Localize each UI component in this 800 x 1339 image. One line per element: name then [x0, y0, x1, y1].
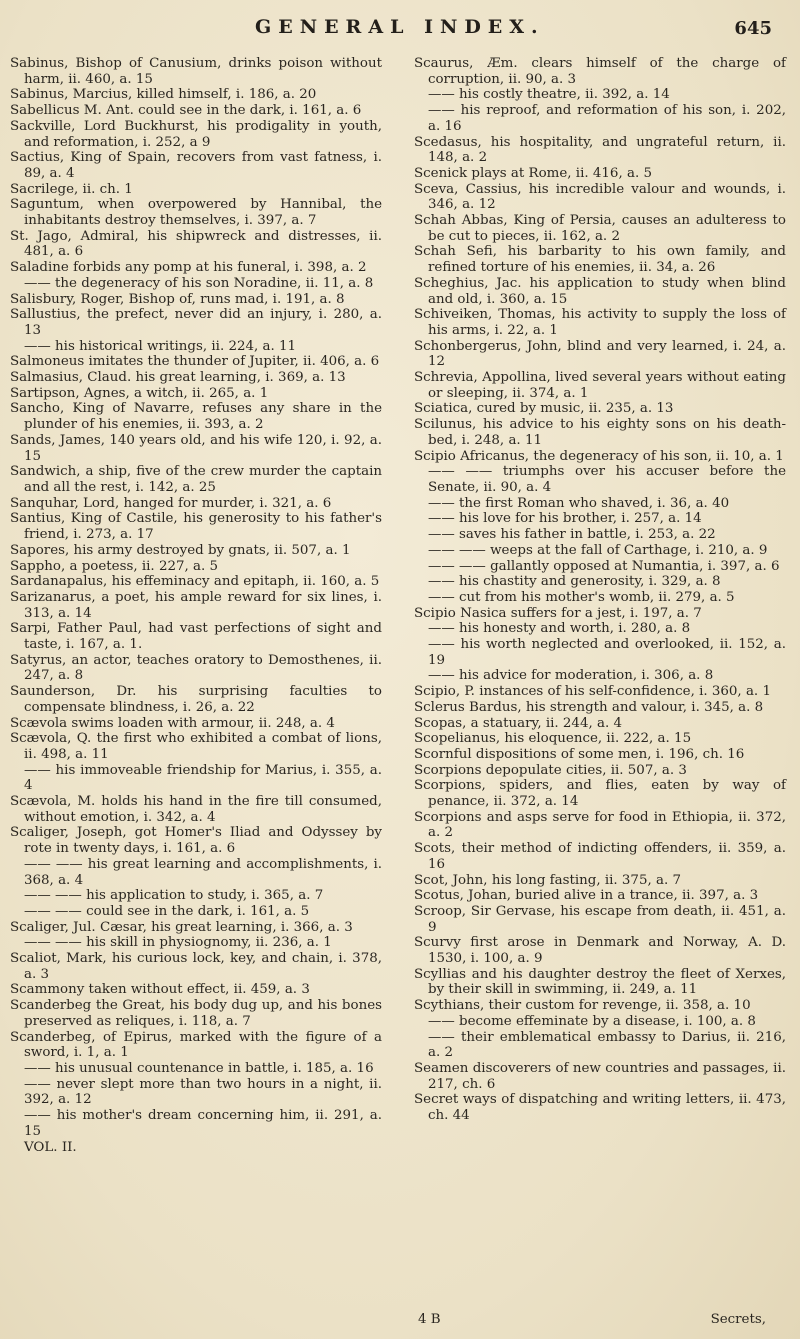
index-subentry: —— —— his skill in physiognomy, ii. 236, a. 1	[24, 935, 332, 951]
index-entry: Sabinus, Marcius, killed himself, i. 186, a. 20	[10, 87, 317, 103]
right-index-column	[414, 56, 786, 1124]
index-subentry: —— the first Roman who shaved, i. 36, a. 40	[428, 495, 730, 511]
index-entry: Sanquhar, Lord, hanged for murder, i. 321, a. 6	[10, 495, 332, 511]
index-entry: Scævola, M. holds his hand in the fire till consumed, without emotion, i. 342, a. 4	[10, 794, 382, 825]
index-entry: Sancho, King of Navarre, refuses any share in the plunder of his enemies, ii. 393, a. 2	[10, 401, 382, 433]
index-entry: Scævola, Q. the first who exhibited a combat of lions, ii. 498, a. 11	[10, 731, 382, 762]
index-entry: Scaliger, Joseph, got Homer's Iliad and Odyssey by rote in twenty days, i. 161, a. 6	[10, 825, 382, 857]
index-entry: Sands, James, 140 years old, and his wife 120, i. 92, a. 15	[10, 432, 382, 464]
index-entry: Sallustius, the prefect, never did an injury, i. 280, a. 13	[10, 307, 382, 338]
index-subentry: —— his worth neglected and overlooked, ii. 152, a. 19	[428, 637, 786, 668]
index-subentry: —— —— could see in the dark, i. 161, a. 5	[24, 903, 310, 919]
index-subentry: —— his costly theatre, ii. 392, a. 14	[428, 87, 670, 103]
index-subentry: —— —— gallantly opposed at Numantia, i. 397, a. 6	[428, 558, 780, 574]
page-number: 645	[734, 18, 772, 39]
index-entry: Schonbergerus, John, blind and very learned, i. 24, a. 12	[414, 338, 786, 370]
left-index-column	[10, 56, 382, 1155]
index-entry: Scaliger, Jul. Cæsar, his great learning, i. 366, a. 3	[10, 919, 353, 935]
index-subentry: —— never slept more than two hours in a night, ii. 392, a. 12	[24, 1076, 382, 1108]
index-subentry: VOL. II.	[24, 1139, 77, 1155]
index-subentry: —— —— his application to study, i. 365, a. 7	[24, 888, 324, 904]
index-entry: Scipio Africanus, the degeneracy of his son, ii. 10, a. 1	[414, 448, 784, 464]
index-subentry: —— his reproof, and reformation of his son, i. 202, a. 16	[428, 103, 786, 134]
index-subentry: —— —— weeps at the fall of Carthage, i. 210, a. 9	[428, 542, 768, 558]
index-entry: Salisbury, Roger, Bishop of, runs mad, i. 191, a. 8	[10, 291, 345, 307]
index-entry: Sactius, King of Spain, recovers from vast fatness, i. 89, a. 4	[10, 150, 382, 181]
index-entry: Sabinus, Bishop of Canusium, drinks poison without harm, ii. 460, a. 15	[10, 56, 382, 87]
index-entry: Sapores, his army destroyed by gnats, ii. 507, a. 1	[10, 542, 351, 558]
index-subentry: —— —— triumphs over his accuser before the Senate, ii. 90, a. 4	[428, 464, 786, 495]
index-entry: Satyrus, an actor, teaches oratory to Demosthenes, ii. 247, a. 8	[10, 652, 382, 684]
index-entry: Schah Sefi, his barbarity to his own family, and refined torture of his enemies, ii. 34, a. 26	[414, 244, 786, 276]
index-entry: Scroop, Sir Gervase, his escape from death, ii. 451, a. 9	[414, 903, 786, 935]
index-entry: Secret ways of dispatching and writing letters, ii. 473, ch. 44	[414, 1092, 786, 1124]
index-entry: Scævola swims loaden with armour, ii. 248, a. 4	[10, 715, 335, 731]
index-subentry: —— his historical writings, ii. 224, a. 11	[24, 338, 297, 354]
index-entry: Scythians, their custom for revenge, ii. 358, a. 10	[414, 998, 751, 1014]
index-entry: Scheghius, Jac. his application to study when blind and old, i. 360, a. 15	[414, 275, 786, 307]
index-entry: Sacrilege, ii. ch. 1	[10, 181, 133, 197]
index-subentry: —— his immoveable friendship for Marius, i. 355, a. 4	[24, 762, 382, 794]
index-entry: Sarpi, Father Paul, had vast perfections of sight and taste, i. 167, a. 1.	[10, 621, 382, 653]
index-entry: Scedasus, his hospitality, and ungrateful return, ii. 148, a. 2	[414, 134, 786, 166]
catchword: Secrets,	[710, 1312, 766, 1327]
index-entry: Scanderbeg, of Epirus, marked with the figure of a sword, i. 1, a. 1	[10, 1029, 382, 1061]
index-entry: Scaliot, Mark, his curious lock, key, and chain, i. 378, a. 3	[10, 951, 382, 982]
index-entry: Sciatica, cured by music, ii. 235, a. 13	[414, 401, 674, 417]
index-entry: Seamen discoverers of new countries and passages, ii. 217, ch. 6	[414, 1061, 786, 1092]
index-entry: Schah Abbas, King of Persia, causes an adulteress to be cut to pieces, ii. 162, a. 2	[414, 213, 786, 244]
index-entry: Saunderson, Dr. his surprising faculties to compensate blindness, i. 26, a. 22	[10, 684, 382, 715]
page-header	[0, 8, 800, 48]
index-entry: Sandwich, a ship, five of the crew murder the captain and all the rest, i. 142, a. 25	[10, 464, 382, 495]
index-subentry: —— the degeneracy of his son Noradine, ii. 11, a. 8	[24, 275, 374, 291]
index-entry: Scots, their method of indicting offenders, ii. 359, a. 16	[414, 841, 786, 872]
index-entry: Sackville, Lord Buckhurst, his prodigality in youth, and reformation, i. 252, a 9	[10, 118, 382, 150]
index-entry: Scopas, a statuary, ii. 244, a. 4	[414, 715, 623, 731]
index-entry: Scanderbeg the Great, his body dug up, and his bones preserved as reliques, i. 118, a. 7	[10, 998, 382, 1029]
index-entry: Scorpions depopulate cities, ii. 507, a. 3	[414, 762, 687, 778]
index-entry: St. Jago, Admiral, his shipwreck and distresses, ii. 481, a. 6	[10, 228, 382, 260]
index-entry: Scot, John, his long fasting, ii. 375, a. 7	[414, 872, 682, 888]
index-entry: Scipio Nasica suffers for a jest, i. 197, a. 7	[414, 605, 702, 621]
index-entry: Salmasius, Claud. his great learning, i. 369, a. 13	[10, 370, 346, 386]
index-subentry: —— their emblematical embassy to Darius, ii. 216, a. 2	[428, 1029, 786, 1061]
index-entry: Santius, King of Castile, his generosity to his father's friend, i. 273, a. 17	[10, 511, 382, 543]
index-entry: Scipio, P. instances of his self-confidence, i. 360, a. 1	[414, 684, 771, 700]
index-entry: Saladine forbids any pomp at his funeral, i. 398, a. 2	[10, 260, 367, 276]
index-subentry: —— saves his father in battle, i. 253, a. 22	[428, 527, 716, 543]
index-entry: Sarizanarus, a poet, his ample reward for six lines, i. 313, a. 14	[10, 589, 382, 621]
index-subentry: —— his unusual countenance in battle, i. 185, a. 16	[24, 1061, 374, 1076]
index-entry: Scammony taken without effect, ii. 459, a. 3	[10, 982, 310, 998]
index-entry: Schiveiken, Thomas, his activity to supply the loss of his arms, i. 22, a. 1	[414, 307, 786, 338]
index-entry: Schrevia, Appollina, lived several years without eating or sleeping, ii. 374, a. 1	[414, 370, 786, 401]
index-subentry: —— his honesty and worth, i. 280, a. 8	[428, 621, 691, 637]
index-subentry: —— —— his great learning and accomplishments, i. 368, a. 4	[24, 856, 382, 888]
index-entry: Scornful dispositions of some men, i. 196, ch. 16	[414, 746, 745, 762]
index-entry: Scenick plays at Rome, ii. 416, a. 5	[414, 165, 652, 181]
index-subentry: —— his advice for moderation, i. 306, a. 8	[428, 668, 714, 684]
signature-mark: 4 B	[418, 1312, 441, 1327]
index-entry: Scurvy first arose in Denmark and Norway, A. D. 1530, i. 100, a. 9	[414, 935, 786, 967]
index-entry: Scyllias and his daughter destroy the fleet of Xerxes, by their skill in swimming, ii. 249, a. 11	[414, 966, 786, 998]
running-title: GENERAL INDEX.	[255, 16, 545, 38]
index-subentry: —— cut from his mother's womb, ii. 279, a. 5	[428, 589, 735, 605]
index-entry: Scotus, Johan, buried alive in a trance, ii. 397, a. 3	[414, 888, 759, 904]
index-subentry: —— his mother's dream concerning him, ii. 291, a. 15	[24, 1108, 382, 1139]
index-subentry: —— his love for his brother, i. 257, a. 14	[428, 511, 702, 527]
index-entry: Scilunus, his advice to his eighty sons on his death-bed, i. 248, a. 11	[414, 417, 786, 448]
index-entry: Scorpions and asps serve for food in Ethiopia, ii. 372, a. 2	[414, 809, 786, 841]
index-entry: Sardanapalus, his effeminacy and epitaph, ii. 160, a. 5	[10, 574, 380, 590]
index-entry: Sappho, a poetess, ii. 227, a. 5	[10, 558, 219, 574]
index-subentry: —— his chastity and generosity, i. 329, a. 8	[428, 574, 721, 590]
index-entry: Saguntum, when overpowered by Hannibal, the inhabitants destroy themselves, i. 397, a. 7	[10, 197, 382, 229]
index-entry: Salmoneus imitates the thunder of Jupiter, ii. 406, a. 6	[10, 354, 380, 370]
index-entry: Scorpions, spiders, and flies, eaten by way of penance, ii. 372, a. 14	[414, 778, 786, 810]
index-entry: Scaurus, Æm. clears himself of the charge of corruption, ii. 90, a. 3	[414, 56, 786, 87]
index-entry: Sartipson, Agnes, a witch, ii. 265, a. 1	[10, 385, 269, 401]
index-entry: Sabellicus M. Ant. could see in the dark, i. 161, a. 6	[10, 103, 362, 119]
index-entry: Sclerus Bardus, his strength and valour, i. 345, a. 8	[414, 699, 764, 715]
index-subentry: —— become effeminate by a disease, i. 100, a. 8	[428, 1013, 756, 1029]
index-entry: Sceva, Cassius, his incredible valour and wounds, i. 346, a. 12	[414, 181, 786, 213]
index-entry: Scopelianus, his eloquence, ii. 222, a. 15	[414, 731, 692, 747]
